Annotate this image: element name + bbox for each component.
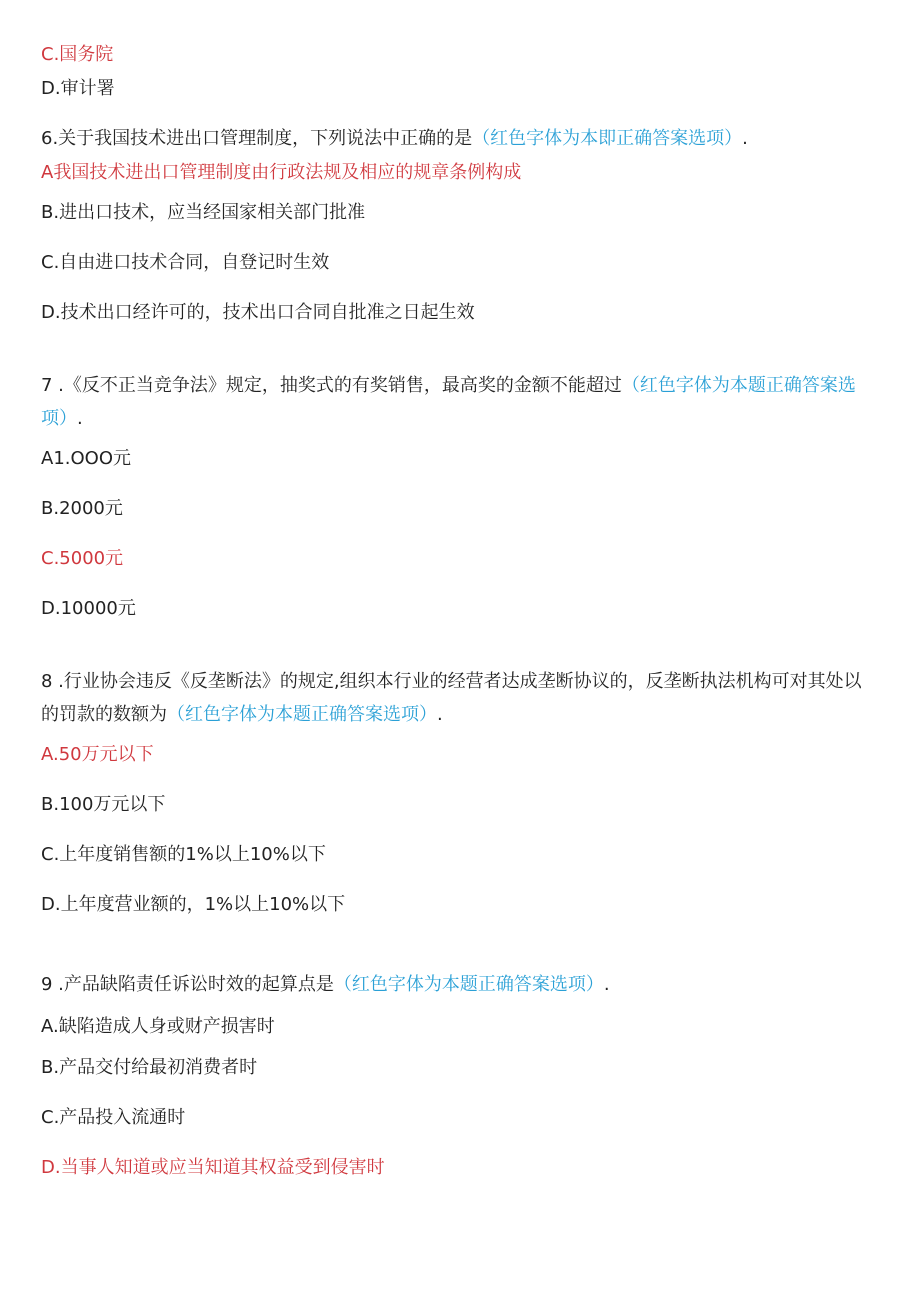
- q6-stem: 6.关于我国技术进出口管理制度，下列说法中正确的是: [41, 128, 473, 149]
- q6-option-b: B.进出口技术，应当经国家相关部门批准: [41, 202, 366, 223]
- q7-stem: 7 .《反不正当竞争法》规定，抽奖式的有奖销售，最高奖的金额不能超过: [41, 375, 622, 396]
- q8-option-c: C.上年度销售额的1%以上10%以下: [41, 844, 326, 865]
- q8-answer-hint: （红色字体为本题正确答案选项）: [167, 704, 437, 725]
- q6-option-a: A我国技术进出口管理制度由行政法规及相应的规章条例构成: [41, 162, 522, 183]
- q9-option-d: D.当事人知道或应当知道其权益受到侵害时: [41, 1157, 385, 1178]
- q6-stem-end: .: [742, 128, 748, 149]
- q8-option-d: D.上年度营业额的，1%以上10%以下: [41, 894, 346, 915]
- q8-option-b: B.100万元以下: [41, 794, 166, 815]
- q7-option-d: D.10000元: [41, 598, 136, 619]
- q7-answer-hint: （红色字体为本题正确答案选项）: [41, 375, 856, 429]
- q8-stem-end: .: [437, 704, 443, 725]
- q8-stem-line: [41, 665, 877, 731]
- q9-option-b: B.产品交付给最初消费者时: [41, 1057, 258, 1078]
- q5-option-c: C.国务院: [41, 44, 114, 65]
- q9-stem-line: [41, 973, 610, 997]
- q6-stem-line: [41, 127, 748, 151]
- q9-stem-end: .: [603, 974, 610, 995]
- q7-option-c: C.5000元: [41, 548, 124, 569]
- q9-answer-hint: （红色字体为本题正确答案选项）: [333, 974, 604, 995]
- q7-stem-line: [41, 369, 877, 435]
- q6-option-c: C.自由进口技术合同，自登记时生效: [41, 252, 330, 273]
- q6-option-d: D.技术出口经许可的，技术出口合同自批准之日起生效: [41, 302, 475, 323]
- q9-stem: 9 .产品缺陷责任诉讼时效的起算点是: [41, 974, 334, 995]
- q9-option-c: C.产品投入流通时: [41, 1107, 186, 1128]
- q8-stem: 8 .行业协会违反《反垄断法》的规定,组织本行业的经营者达成垄断协议的，反垄断执法机构可对其处以的罚款的数额为: [41, 671, 862, 725]
- q8-option-a: A.50万元以下: [41, 744, 154, 765]
- q7-stem-end: .: [77, 408, 83, 429]
- q5-option-d: D.审计署: [41, 78, 115, 99]
- q6-answer-hint: （红色字体为本即正确答案选项）: [472, 128, 743, 149]
- q9-option-a: A.缺陷造成人身或财产损害时: [41, 1016, 275, 1037]
- q7-option-b: B.2000元: [41, 498, 123, 519]
- q7-option-a: A1.OOO元: [41, 448, 131, 469]
